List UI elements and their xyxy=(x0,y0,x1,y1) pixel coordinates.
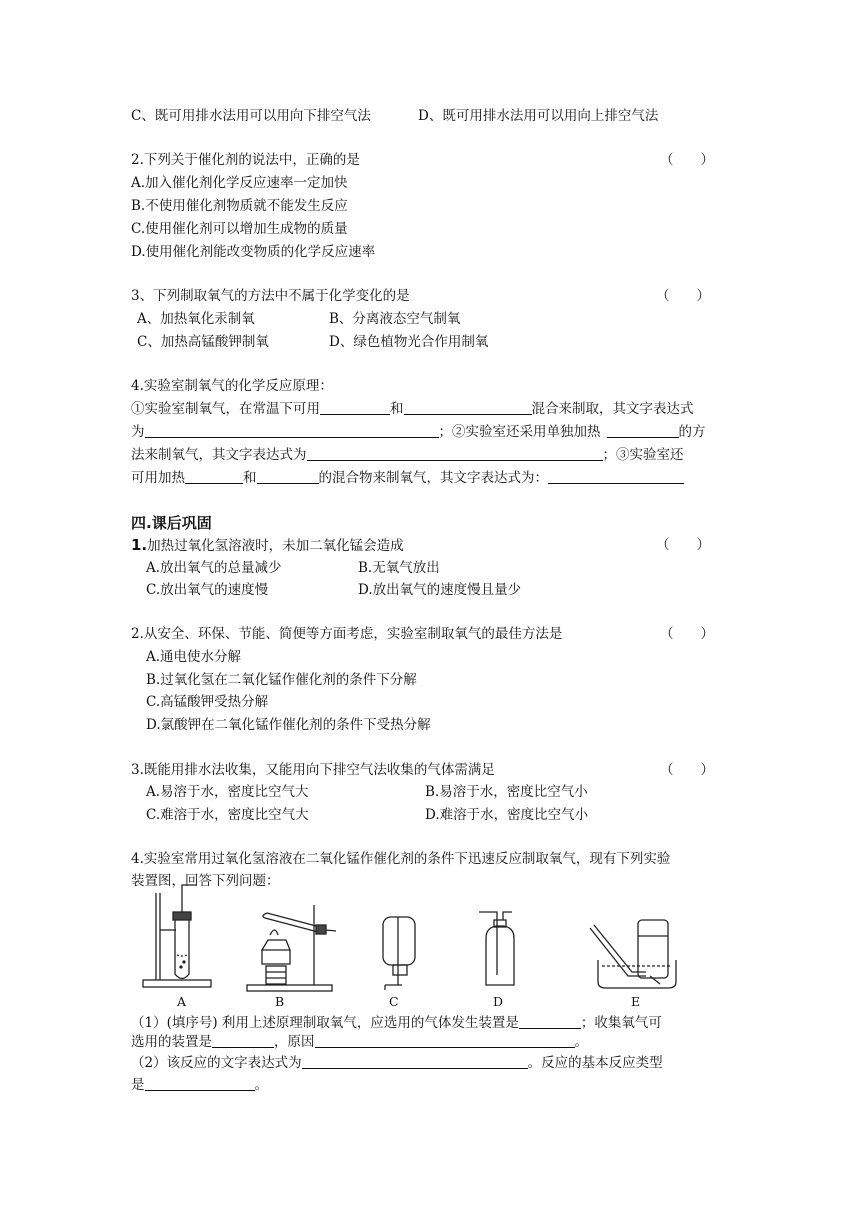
p1-option-d: D.放出氧气的速度慢且量少 xyxy=(358,582,522,598)
p2-answer-paren[interactable]: （ ） xyxy=(660,626,714,642)
p4-sub1-line2 xyxy=(131,1032,588,1052)
fill-blank[interactable] xyxy=(320,400,390,415)
q4-l1b: 和 xyxy=(390,401,404,417)
apparatus-label-c: C xyxy=(389,994,399,1009)
p4-stem-2: 装置图，回答下列问题： xyxy=(131,873,280,889)
fill-blank[interactable] xyxy=(145,423,439,438)
p4-s1a: （1）(填序号) 利用上述原理制取氧气，应选用的气体发生装置是 xyxy=(131,1015,519,1031)
apparatus-label-a: A xyxy=(177,994,187,1009)
q4-l3b: ；③实验室还 xyxy=(602,447,684,463)
q2-option-b: B.不使用催化剂物质就不能发生反应 xyxy=(131,198,348,214)
q2-stem: 2.下列关于催化剂的说法中，正确的是 xyxy=(131,152,360,168)
apparatus-e-drawing xyxy=(590,920,676,988)
q3-option-b: B、分离液态空气制氧 xyxy=(329,311,461,327)
q4-l3a: 法来制氧气，其文字表达式为 xyxy=(131,447,307,463)
p4-s2a: 选用的装置是 xyxy=(131,1034,212,1050)
fill-blank[interactable] xyxy=(607,423,679,438)
section-title: 四.课后巩固 xyxy=(131,514,212,532)
p4-s4b: 。 xyxy=(254,1077,268,1093)
fill-blank[interactable] xyxy=(307,446,603,461)
p3-option-a: A.易溶于水，密度比空气大 xyxy=(146,784,309,800)
fill-blank[interactable] xyxy=(519,1014,581,1029)
p2-option-b: B.过氧化氢在二氧化锰作催化剂的条件下分解 xyxy=(146,672,417,688)
p1-number: 1. xyxy=(131,536,148,554)
p2-option-d: D.氯酸钾在二氧化锰作催化剂的条件下受热分解 xyxy=(146,717,431,733)
p1-stem: 加热过氧化氢溶液时，未加二氧化锰会造成 xyxy=(147,538,404,554)
fill-blank[interactable] xyxy=(302,1054,528,1069)
p4-sub2-line2 xyxy=(131,1075,268,1095)
apparatus-c-drawing xyxy=(383,917,415,990)
p1-option-b: B.无氧气放出 xyxy=(358,560,440,576)
q3-answer-paren[interactable]: （ ） xyxy=(656,288,710,304)
q4-l1a: ①实验室制氧气，在常温下可用 xyxy=(131,401,320,417)
q4-l4b: 和 xyxy=(243,470,257,486)
q3-option-c: C、加热高锰酸钾制氧 xyxy=(137,334,269,350)
p4-sub1-line1 xyxy=(131,1013,662,1033)
p1-stem-line xyxy=(131,535,404,556)
p3-stem: 3.既能用排水法收集，又能用向下排空气法收集的气体需满足 xyxy=(131,762,495,778)
p4-s3b: 。反应的基本反应类型 xyxy=(527,1055,663,1071)
q2-answer-paren[interactable]: （ ） xyxy=(660,152,714,168)
p3-option-b: B.易溶于水，密度比空气小 xyxy=(425,784,588,800)
apparatus-b-drawing xyxy=(247,905,336,991)
fill-blank[interactable] xyxy=(257,469,319,484)
q4-l2c: 的方 xyxy=(678,424,706,440)
q4-l2a: 为 xyxy=(131,424,145,440)
q4-l4a: 可用加热 xyxy=(131,470,185,486)
p4-s4a: 是 xyxy=(131,1077,145,1093)
q3-stem: 3、下列制取氧气的方法中不属于化学变化的是 xyxy=(131,288,410,304)
apparatus-a-drawing xyxy=(143,885,211,987)
p2-option-c: C.高锰酸钾受热分解 xyxy=(146,694,269,710)
q4-line-3 xyxy=(131,445,684,465)
apparatus-label-d: D xyxy=(493,994,504,1009)
q3-option-a: A、加热氧化汞制氧 xyxy=(137,311,255,327)
q1-option-d: D、既可用排水法用可以用向上排空气法 xyxy=(418,108,659,124)
apparatus-label-b: B xyxy=(275,994,285,1009)
p4-sub2-line1 xyxy=(131,1053,663,1073)
q4-stem: 4.实验室制氧气的化学反应原理： xyxy=(131,378,333,394)
fill-blank[interactable] xyxy=(145,1076,255,1091)
p3-option-d: D.难溶于水，密度比空气小 xyxy=(425,807,589,823)
q4-line-4 xyxy=(131,468,684,488)
q4-l1c: 混合来制取，其文字表达式 xyxy=(531,401,694,417)
apparatus-d-drawing xyxy=(479,912,514,985)
p2-option-a: A.通电使水分解 xyxy=(146,649,242,665)
fill-blank[interactable] xyxy=(404,400,532,415)
q4-line-2 xyxy=(131,422,706,442)
q4-l2b: ；②实验室还采用单独加热 xyxy=(438,424,601,440)
q2-option-a: A.加入催化剂化学反应速率一定加快 xyxy=(131,175,348,191)
p3-answer-paren[interactable]: （ ） xyxy=(660,762,714,778)
p4-s2c: 。 xyxy=(574,1034,588,1050)
p3-option-c: C.难溶于水，密度比空气大 xyxy=(146,807,309,823)
q4-line-1 xyxy=(131,399,694,419)
fill-blank[interactable] xyxy=(315,1033,575,1048)
q3-option-d: D、绿色植物光合作用制氧 xyxy=(329,334,489,350)
q2-option-d: D.使用催化剂能改变物质的化学反应速率 xyxy=(131,244,376,260)
fill-blank[interactable] xyxy=(212,1033,274,1048)
p4-s1b: ；收集氧气可 xyxy=(580,1015,662,1031)
p1-option-a: A.放出氧气的总量减少 xyxy=(146,560,282,576)
apparatus-label-e: E xyxy=(631,994,641,1009)
fill-blank[interactable] xyxy=(548,469,684,484)
p1-option-c: C.放出氧气的速度慢 xyxy=(146,582,269,598)
fill-blank[interactable] xyxy=(185,469,243,484)
p4-s3a: （2）该反应的文字表达式为 xyxy=(131,1055,302,1071)
p4-s2b: ，原因 xyxy=(274,1034,315,1050)
p4-stem-1: 4.实验室常用过氧化氢溶液在二氧化锰作催化剂的条件下迅速反应制取氧气，现有下列实验 xyxy=(131,851,671,867)
q4-l4c: 的混合物来制氧气，其文字表达式为： xyxy=(318,470,548,486)
p1-answer-paren[interactable]: （ ） xyxy=(656,537,710,553)
q1-option-c: C、既可用排水法用可以用向下排空气法 xyxy=(131,108,371,124)
p2-stem: 2.从安全、环保、节能、简便等方面考虑，实验室制取氧气的最佳方法是 xyxy=(131,626,563,642)
q2-option-c: C.使用催化剂可以增加生成物的质量 xyxy=(131,221,348,237)
